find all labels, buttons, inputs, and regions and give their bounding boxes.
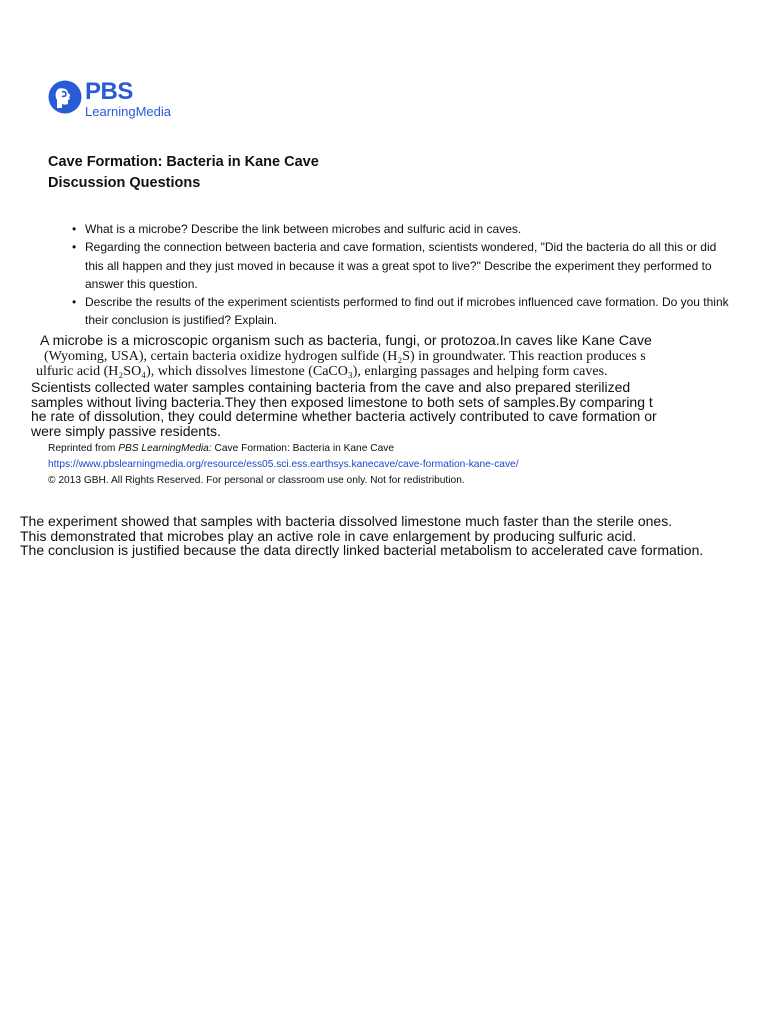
- answer-line: ulfuric acid (H₂SO₄), which dissolves limestone (CaCO₃), enlarging passages and helping form caves.: [36, 364, 608, 379]
- page-title: Cave Formation: Bacteria in Kane Cave: [48, 154, 319, 170]
- copyright-notice: © 2013 GBH. All Rights Reserved. For personal or classroom use only. Not for redistribution.: [48, 475, 465, 486]
- answer-results-conclusion: [20, 514, 703, 558]
- answer-line: Scientists collected water samples containing bacteria from the cave and also prepared sterilized: [31, 379, 631, 395]
- answer-line: This demonstrated that microbes play an active role in cave enlargement by producing sulfuric acid.: [20, 527, 637, 544]
- pbs-head-icon: [48, 80, 82, 114]
- pbs-learningmedia-logo: [48, 78, 198, 124]
- reprint-source-line: [48, 441, 519, 457]
- document-heading: [48, 152, 319, 194]
- answer-line: were simply passive residents.: [31, 422, 221, 439]
- reprint-prefix: Reprinted from: [48, 443, 119, 454]
- answer-line: samples without living bacteria.They then exposed limestone to both sets of samples.By comparing t: [31, 393, 653, 410]
- logo-sub-text: LearningMedia: [85, 104, 172, 119]
- reprint-source-name: PBS LearningMedia:: [118, 443, 212, 454]
- question-item: • Describe the results of the experiment scientists performed to find out if microbes influenced cave formation. Do you think their conclusion is justified? Explain.: [72, 293, 732, 330]
- answer-experiment-description: [31, 380, 731, 438]
- question-item: • What is a microbe? Describe the link between microbes and sulfuric acid in caves.: [72, 220, 732, 238]
- reprint-credits: [48, 441, 519, 489]
- logo-brand-text: PBS: [85, 78, 133, 105]
- reprint-source-title: Cave Formation: Bacteria in Kane Cave: [211, 443, 395, 454]
- answer-line: The conclusion is justified because the data directly linked bacterial metabolism to accelerated cave formation.: [20, 542, 704, 558]
- question-item: • Regarding the connection between bacteria and cave formation, scientists wondered, "Did the bacteria do all this or did this all happen and they just moved in because it was a great spot to live?" Describe the experiment they performed to answer this question.: [72, 238, 732, 293]
- discussion-question-list: [72, 220, 732, 330]
- source-url-link[interactable]: https://www.pbslearningmedia.org/resource/ess05.sci.ess.earthsys.kanecave/cave-formation-kane-cave/: [48, 459, 519, 470]
- answer-line: he rate of dissolution, they could determine whether bacteria actively contributed to cave formation or: [31, 408, 657, 424]
- page-subtitle: Discussion Questions: [48, 175, 201, 191]
- answer-line: A microbe is a microscopic organism such as bacteria, fungi, or protozoa.In caves like Kane Cave: [40, 333, 652, 349]
- answer-line: (Wyoming, USA), certain bacteria oxidize hydrogen sulfide (H₂S) in groundwater. This reaction produces s: [44, 349, 646, 364]
- answer-line: The experiment showed that samples with bacteria dissolved limestone much faster than the sterile ones.: [20, 513, 673, 529]
